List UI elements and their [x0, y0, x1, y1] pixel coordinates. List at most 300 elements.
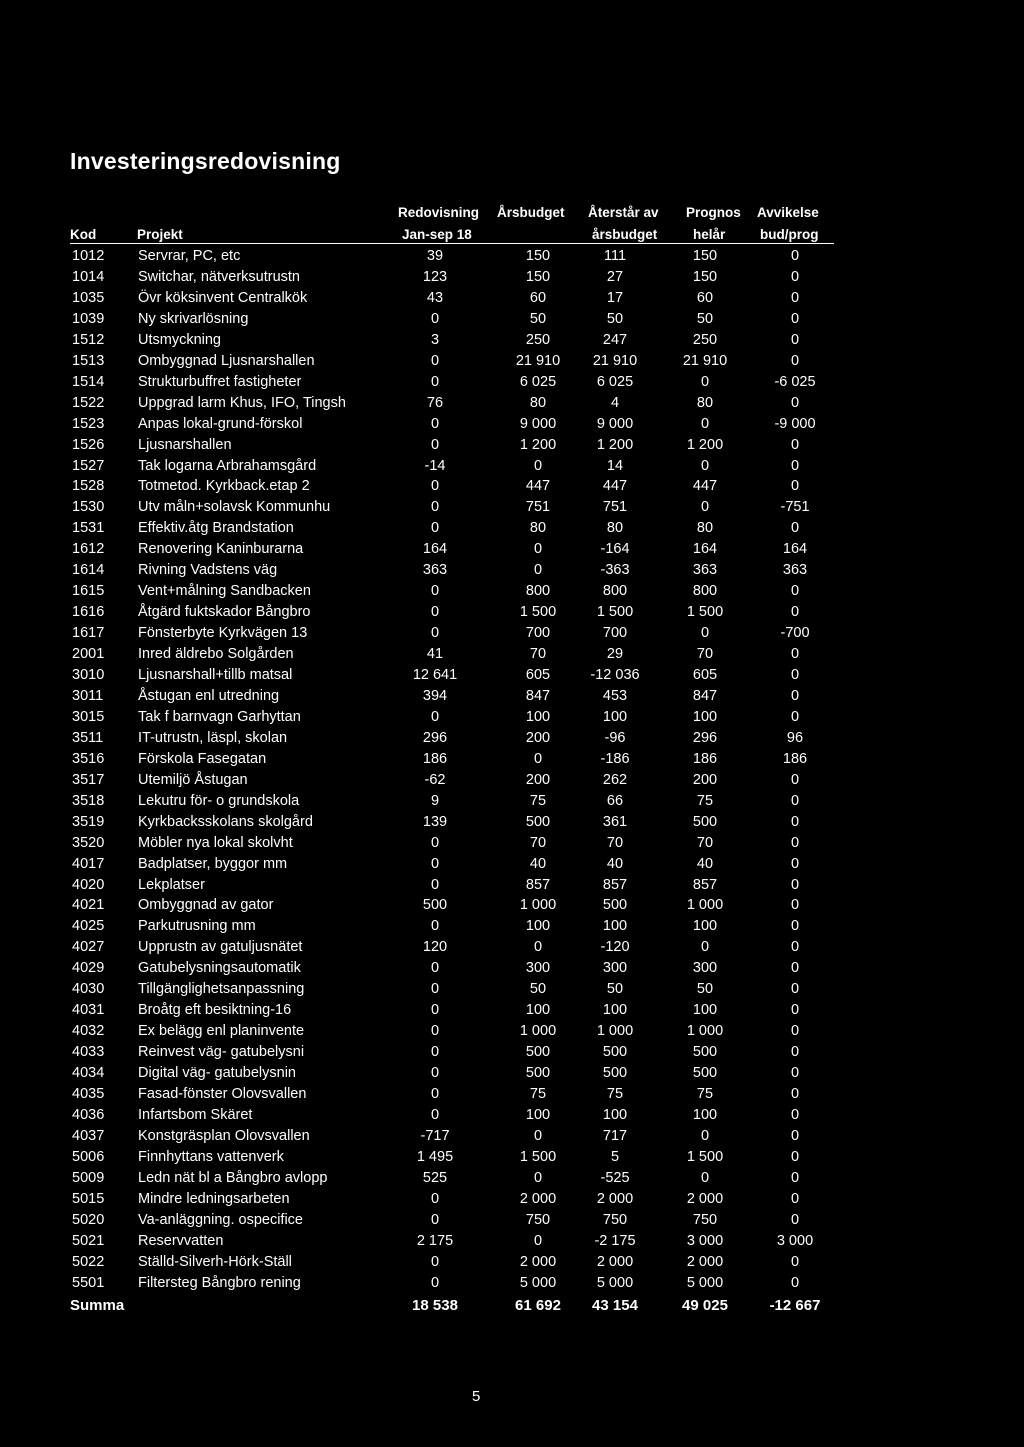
- row-prognos: 100: [692, 1106, 718, 1123]
- row-redovisning: 123: [422, 268, 448, 285]
- row-aterstar: -186: [600, 750, 630, 767]
- row-prognos: 1 000: [686, 1023, 724, 1040]
- row-aterstar: 50: [606, 310, 624, 327]
- row-projekt: Konstgräsplan Olovsvallen: [138, 1127, 310, 1144]
- row-aterstar: -12 036: [590, 667, 640, 683]
- row-kod: 3519: [72, 813, 105, 830]
- row-projekt: Va-anläggning. ospecifice: [138, 1211, 303, 1228]
- row-arsbudget: 1 500: [519, 1148, 557, 1165]
- row-projekt: Reinvest väg- gatubelysni: [138, 1044, 305, 1061]
- row-prognos: 100: [692, 918, 718, 935]
- row-arsbudget: 100: [525, 708, 551, 725]
- page-number: 5: [472, 1388, 481, 1405]
- row-redovisning: 164: [422, 541, 448, 558]
- row-kod: 5015: [72, 1190, 105, 1207]
- row-redovisning: 0: [430, 520, 440, 537]
- table-row: [0, 897, 1024, 918]
- row-projekt: Gatubelysningsautomatik: [138, 960, 301, 977]
- row-projekt: Inred äldrebo Solgården: [138, 646, 294, 663]
- row-projekt: Ställd-Silverh-Hörk-Ställ: [138, 1253, 292, 1270]
- row-kod: 4035: [72, 1086, 105, 1102]
- row-arsbudget: 447: [525, 478, 551, 495]
- row-prognos: 3 000: [686, 1232, 724, 1249]
- row-avvikelse: 0: [790, 960, 800, 977]
- row-aterstar: -525: [600, 1169, 630, 1186]
- row-prognos: 80: [696, 394, 714, 411]
- row-projekt: Ombyggnad av gator: [138, 897, 274, 914]
- row-arsbudget: 6 025: [519, 373, 557, 390]
- row-kod: 1527: [72, 457, 105, 474]
- row-kod: 5501: [72, 1274, 105, 1291]
- row-avvikelse: 0: [790, 1002, 800, 1019]
- row-redovisning: 0: [430, 1106, 440, 1123]
- table-row: [0, 1128, 1024, 1149]
- row-projekt: Förskola Fasegatan: [138, 750, 267, 767]
- row-prognos: 2 000: [686, 1253, 724, 1270]
- row-arsbudget: 1 200: [519, 436, 557, 453]
- table-row: [0, 583, 1024, 604]
- page-title: Investeringsredovisning: [70, 148, 341, 174]
- row-kod: 4029: [72, 960, 105, 977]
- row-projekt: Upprustn av gatuljusnätet: [138, 939, 303, 956]
- row-redovisning: -62: [424, 771, 446, 788]
- row-redovisning: 0: [430, 1253, 440, 1270]
- row-avvikelse: -6 025: [774, 373, 816, 390]
- row-arsbudget: 0: [533, 1127, 543, 1144]
- row-kod: 1615: [72, 583, 105, 600]
- row-arsbudget: 150: [525, 268, 551, 285]
- row-avvikelse: 0: [790, 1274, 800, 1291]
- row-redovisning: 0: [430, 436, 440, 453]
- row-arsbudget: 0: [533, 562, 543, 579]
- row-projekt: Ny skrivarlösning: [138, 310, 249, 327]
- row-prognos: 0: [700, 1169, 710, 1186]
- row-aterstar: 1 500: [596, 604, 634, 621]
- row-kod: 3516: [72, 750, 105, 767]
- row-redovisning: 0: [430, 415, 440, 432]
- row-avvikelse: -751: [780, 499, 810, 516]
- table-row: [0, 311, 1024, 332]
- row-arsbudget: 0: [533, 1232, 543, 1249]
- header-avvikelse-line2: bud/prog: [760, 227, 819, 242]
- row-avvikelse: 0: [790, 583, 800, 600]
- row-prognos: 21 910: [682, 352, 728, 369]
- table-row: [0, 1044, 1024, 1065]
- row-aterstar: 6 025: [596, 373, 634, 390]
- table-row: [0, 395, 1024, 416]
- row-prognos: 1 200: [686, 436, 724, 453]
- row-redovisning: 0: [430, 918, 440, 935]
- row-avvikelse: 0: [790, 1044, 800, 1061]
- header-arsbudget: Årsbudget: [497, 205, 565, 220]
- row-aterstar: -96: [604, 729, 626, 746]
- row-arsbudget: 1 000: [519, 1023, 557, 1040]
- row-arsbudget: 150: [525, 248, 551, 264]
- row-kod: 4036: [72, 1106, 105, 1123]
- table-row: [0, 1212, 1024, 1233]
- row-aterstar: 751: [602, 499, 628, 516]
- row-aterstar: -120: [600, 939, 630, 956]
- row-redovisning: 0: [430, 1023, 440, 1040]
- row-redovisning: 186: [422, 750, 448, 767]
- row-arsbudget: 500: [525, 813, 551, 830]
- row-prognos: 847: [692, 687, 718, 704]
- row-redovisning: 0: [430, 499, 440, 516]
- row-projekt: Strukturbuffret fastigheter: [138, 373, 302, 390]
- row-redovisning: 0: [430, 1044, 440, 1061]
- table-row: [0, 1065, 1024, 1086]
- row-arsbudget: 500: [525, 1044, 551, 1061]
- row-projekt: Vent+målning Sandbacken: [138, 583, 311, 600]
- row-prognos: 447: [692, 478, 718, 495]
- row-arsbudget: 9 000: [519, 415, 557, 432]
- row-redovisning: 0: [430, 1190, 440, 1207]
- row-redovisning: 1 495: [416, 1148, 454, 1165]
- row-redovisning: 0: [430, 625, 440, 642]
- row-prognos: 1 000: [686, 897, 724, 914]
- row-kod: 4027: [72, 939, 105, 956]
- row-kod: 1530: [72, 499, 105, 516]
- row-prognos: 100: [692, 1002, 718, 1019]
- table-row: [0, 332, 1024, 353]
- row-avvikelse: 0: [790, 436, 800, 453]
- row-projekt: Tak logarna Arbrahamsgård: [138, 457, 317, 474]
- row-prognos: 0: [700, 499, 710, 516]
- table-row: [0, 1149, 1024, 1170]
- row-projekt: Effektiv.åtg Brandstation: [138, 520, 294, 537]
- row-projekt: Switchar, nätverksutrustn: [138, 268, 300, 285]
- row-aterstar: 717: [602, 1127, 628, 1144]
- table-row: [0, 1191, 1024, 1212]
- row-avvikelse: 0: [790, 981, 800, 998]
- row-redovisning: 0: [430, 981, 440, 998]
- row-aterstar: 300: [602, 960, 628, 977]
- row-projekt: Lekutru för- o grundskola: [138, 792, 300, 809]
- table-row: [0, 793, 1024, 814]
- row-aterstar: 17: [606, 289, 624, 306]
- row-kod: 1014: [72, 268, 105, 285]
- row-prognos: 605: [692, 667, 718, 683]
- row-arsbudget: 21 910: [515, 352, 561, 369]
- row-redovisning: 139: [422, 813, 448, 830]
- row-projekt: Filtersteg Bångbro rening: [138, 1274, 301, 1291]
- row-kod: 1512: [72, 331, 105, 348]
- table-row: [0, 1275, 1024, 1296]
- row-aterstar: 66: [606, 792, 624, 809]
- row-avvikelse: 0: [790, 331, 800, 348]
- row-redovisning: 0: [430, 855, 440, 872]
- row-projekt: IT-utrustn, läspl, skolan: [138, 729, 288, 746]
- row-prognos: 300: [692, 960, 718, 977]
- row-redovisning: 0: [430, 1086, 440, 1102]
- row-redovisning: 41: [426, 646, 444, 663]
- row-redovisning: 525: [422, 1169, 448, 1186]
- row-kod: 1528: [72, 478, 105, 495]
- row-redovisning: 76: [426, 394, 444, 411]
- row-prognos: 150: [692, 268, 718, 285]
- row-projekt: Infartsbom Skäret: [138, 1106, 253, 1123]
- row-kod: 2001: [72, 646, 105, 663]
- row-projekt: Servrar, PC, etc: [138, 248, 241, 264]
- row-projekt: Åtgärd fuktskador Bångbro: [138, 604, 311, 621]
- row-aterstar: 5 000: [596, 1274, 634, 1291]
- table-row: [0, 520, 1024, 541]
- row-avvikelse: 0: [790, 1086, 800, 1102]
- row-aterstar: 111: [603, 248, 627, 264]
- row-kod: 1526: [72, 436, 105, 453]
- row-avvikelse: 0: [790, 394, 800, 411]
- row-prognos: 1 500: [686, 1148, 724, 1165]
- row-arsbudget: 100: [525, 918, 551, 935]
- summa-label: Summa: [70, 1296, 125, 1314]
- table-row: [0, 437, 1024, 458]
- table-row: [0, 918, 1024, 939]
- row-redovisning: -14: [424, 457, 446, 474]
- row-kod: 1616: [72, 604, 105, 621]
- row-arsbudget: 1 500: [519, 604, 557, 621]
- row-projekt: Tillgänglighetsanpassning: [138, 981, 305, 998]
- row-redovisning: 0: [430, 834, 440, 851]
- table-row: [0, 499, 1024, 520]
- row-arsbudget: 857: [525, 876, 551, 893]
- row-kod: 1523: [72, 415, 105, 432]
- row-projekt: Anpas lokal-grund-förskol: [138, 415, 303, 432]
- row-prognos: 5 000: [686, 1274, 724, 1291]
- row-aterstar: 100: [602, 1002, 628, 1019]
- row-arsbudget: 100: [525, 1106, 551, 1123]
- row-avvikelse: 0: [790, 289, 800, 306]
- row-arsbudget: 80: [529, 520, 547, 537]
- row-redovisning: 43: [426, 289, 444, 306]
- row-aterstar: -363: [600, 562, 630, 579]
- row-prognos: 0: [700, 415, 710, 432]
- row-aterstar: 1 200: [596, 436, 634, 453]
- row-arsbudget: 80: [529, 394, 547, 411]
- row-projekt: Badplatser, byggor mm: [138, 855, 288, 872]
- table-row: [0, 751, 1024, 772]
- row-redovisning: 500: [422, 897, 448, 914]
- row-aterstar: 29: [606, 646, 624, 663]
- row-aterstar: 80: [606, 520, 624, 537]
- table-row: [0, 1233, 1024, 1254]
- table-row: [0, 981, 1024, 1002]
- row-avvikelse: 0: [790, 918, 800, 935]
- row-kod: 3511: [72, 729, 104, 746]
- row-kod: 1039: [72, 310, 105, 327]
- row-avvikelse: 0: [790, 1065, 800, 1082]
- row-avvikelse: 0: [790, 268, 800, 285]
- row-prognos: 80: [696, 520, 714, 537]
- row-kod: 1614: [72, 562, 105, 579]
- row-avvikelse: 363: [782, 562, 808, 579]
- row-projekt: Åstugan enl utredning: [138, 687, 280, 704]
- row-avvikelse: 0: [790, 813, 800, 830]
- row-avvikelse: 0: [790, 834, 800, 851]
- row-avvikelse: 3 000: [776, 1232, 814, 1249]
- row-projekt: Finnhyttans vattenverk: [138, 1148, 284, 1165]
- row-redovisning: 394: [422, 687, 448, 704]
- row-prognos: 363: [692, 562, 718, 579]
- row-kod: 5020: [72, 1211, 105, 1228]
- row-redovisning: 0: [430, 1211, 440, 1228]
- row-aterstar: -164: [600, 541, 630, 558]
- row-avvikelse: 0: [790, 708, 800, 725]
- table-row: [0, 478, 1024, 499]
- table-row: [0, 1254, 1024, 1275]
- row-redovisning: 12 641: [412, 667, 458, 683]
- table-row: [0, 856, 1024, 877]
- row-arsbudget: 200: [525, 729, 551, 746]
- row-avvikelse: 0: [790, 876, 800, 893]
- table-row: [0, 625, 1024, 646]
- table-row: [0, 772, 1024, 793]
- row-prognos: 100: [692, 708, 718, 725]
- row-projekt: Möbler nya lokal skolvht: [138, 834, 293, 851]
- row-aterstar: 50: [606, 981, 624, 998]
- summa-arsbudget: 61 692: [515, 1296, 561, 1314]
- row-arsbudget: 40: [529, 855, 547, 872]
- row-prognos: 500: [692, 813, 718, 830]
- row-projekt: Kyrkbacksskolans skolgård: [138, 813, 313, 830]
- row-arsbudget: 1 000: [519, 897, 557, 914]
- row-prognos: 50: [696, 981, 714, 998]
- table-row: [0, 939, 1024, 960]
- row-aterstar: 2 000: [596, 1253, 634, 1270]
- row-kod: 4031: [72, 1002, 105, 1019]
- row-arsbudget: 75: [529, 792, 547, 809]
- row-prognos: 250: [692, 331, 718, 348]
- row-aterstar: 40: [606, 855, 624, 872]
- row-projekt: Mindre ledningsarbeten: [138, 1190, 290, 1207]
- row-avvikelse: 0: [790, 310, 800, 327]
- row-kod: 4030: [72, 981, 105, 998]
- row-kod: 4037: [72, 1127, 105, 1144]
- row-kod: 3015: [72, 708, 105, 725]
- row-avvikelse: 0: [790, 520, 800, 537]
- row-projekt: Utemiljö Åstugan: [138, 771, 248, 788]
- row-aterstar: 447: [602, 478, 628, 495]
- row-projekt: Ljusnarshall+tillb matsal: [138, 667, 293, 683]
- row-redovisning: 0: [430, 604, 440, 621]
- row-arsbudget: 2 000: [519, 1253, 557, 1270]
- row-avvikelse: 0: [790, 1211, 800, 1228]
- row-projekt: Parkutrusning mm: [138, 918, 256, 935]
- row-aterstar: 857: [602, 876, 628, 893]
- table-row: [0, 1170, 1024, 1191]
- row-kod: 3011: [72, 687, 104, 704]
- row-prognos: 75: [696, 1086, 714, 1102]
- row-avvikelse: 96: [786, 729, 804, 746]
- row-redovisning: 3: [430, 331, 440, 348]
- header-prognos-line2: helår: [693, 227, 726, 242]
- row-arsbudget: 50: [529, 310, 547, 327]
- row-prognos: 857: [692, 876, 718, 893]
- row-aterstar: 1 000: [596, 1023, 634, 1040]
- row-arsbudget: 605: [525, 667, 551, 683]
- row-redovisning: 39: [426, 248, 444, 264]
- row-arsbudget: 75: [529, 1086, 547, 1102]
- table-row: [0, 374, 1024, 395]
- row-avvikelse: 0: [790, 457, 800, 474]
- row-avvikelse: 0: [790, 1023, 800, 1040]
- row-projekt: Övr köksinvent Centralkök: [138, 289, 308, 306]
- row-kod: 4017: [72, 855, 105, 872]
- row-aterstar: 700: [602, 625, 628, 642]
- row-arsbudget: 200: [525, 771, 551, 788]
- summa-row: [0, 1297, 1024, 1318]
- row-aterstar: 262: [602, 771, 628, 788]
- row-prognos: 1 500: [686, 604, 724, 621]
- row-redovisning: 0: [430, 478, 440, 495]
- row-avvikelse: 0: [790, 667, 800, 683]
- row-prognos: 0: [700, 939, 710, 956]
- row-avvikelse: 164: [782, 541, 808, 558]
- table-row: [0, 960, 1024, 981]
- row-avvikelse: 0: [790, 792, 800, 809]
- row-aterstar: 4: [610, 394, 620, 411]
- row-arsbudget: 70: [529, 834, 547, 851]
- row-arsbudget: 751: [525, 499, 551, 516]
- row-aterstar: 5: [610, 1148, 620, 1165]
- row-aterstar: 500: [602, 897, 628, 914]
- row-projekt: Utv måln+solavsk Kommunhu: [138, 499, 331, 516]
- row-kod: 1514: [72, 373, 105, 390]
- row-prognos: 0: [700, 373, 710, 390]
- row-prognos: 164: [692, 541, 718, 558]
- row-prognos: 0: [700, 1127, 710, 1144]
- row-projekt: Ex belägg enl planinvente: [138, 1023, 305, 1040]
- row-prognos: 70: [696, 834, 714, 851]
- row-redovisning: 0: [430, 352, 440, 369]
- row-kod: 1531: [72, 520, 105, 537]
- row-aterstar: 500: [602, 1044, 628, 1061]
- table-row: [0, 604, 1024, 625]
- row-kod: 1617: [72, 625, 105, 642]
- row-kod: 4025: [72, 918, 105, 935]
- row-prognos: 2 000: [686, 1190, 724, 1207]
- table-row: [0, 1002, 1024, 1023]
- row-avvikelse: 0: [790, 855, 800, 872]
- header-aterstar-line1: Återstår av: [588, 205, 659, 220]
- row-arsbudget: 250: [525, 331, 551, 348]
- row-projekt: Fönsterbyte Kyrkvägen 13: [138, 625, 308, 642]
- row-kod: 1522: [72, 394, 105, 411]
- row-kod: 5022: [72, 1253, 105, 1270]
- row-avvikelse: 0: [790, 1253, 800, 1270]
- row-prognos: 50: [696, 310, 714, 327]
- row-prognos: 750: [692, 1211, 718, 1228]
- row-prognos: 0: [700, 457, 710, 474]
- row-avvikelse: 0: [790, 1148, 800, 1165]
- header-avvikelse-line1: Avvikelse: [757, 205, 819, 220]
- table-row: [0, 1086, 1024, 1107]
- row-avvikelse: 0: [790, 771, 800, 788]
- row-redovisning: -717: [420, 1127, 450, 1144]
- row-kod: 4034: [72, 1065, 105, 1082]
- row-avvikelse: 0: [790, 604, 800, 621]
- row-projekt: Utsmyckning: [138, 331, 221, 348]
- header-divider: [70, 243, 834, 244]
- row-kod: 3517: [72, 771, 105, 788]
- row-redovisning: 0: [430, 708, 440, 725]
- row-kod: 4021: [72, 897, 105, 914]
- row-redovisning: 0: [430, 583, 440, 600]
- row-prognos: 500: [692, 1044, 718, 1061]
- row-redovisning: 0: [430, 373, 440, 390]
- row-projekt: Ledn nät bl a Bångbro avlopp: [138, 1169, 328, 1186]
- row-kod: 1012: [72, 248, 105, 264]
- row-avvikelse: 0: [790, 248, 800, 264]
